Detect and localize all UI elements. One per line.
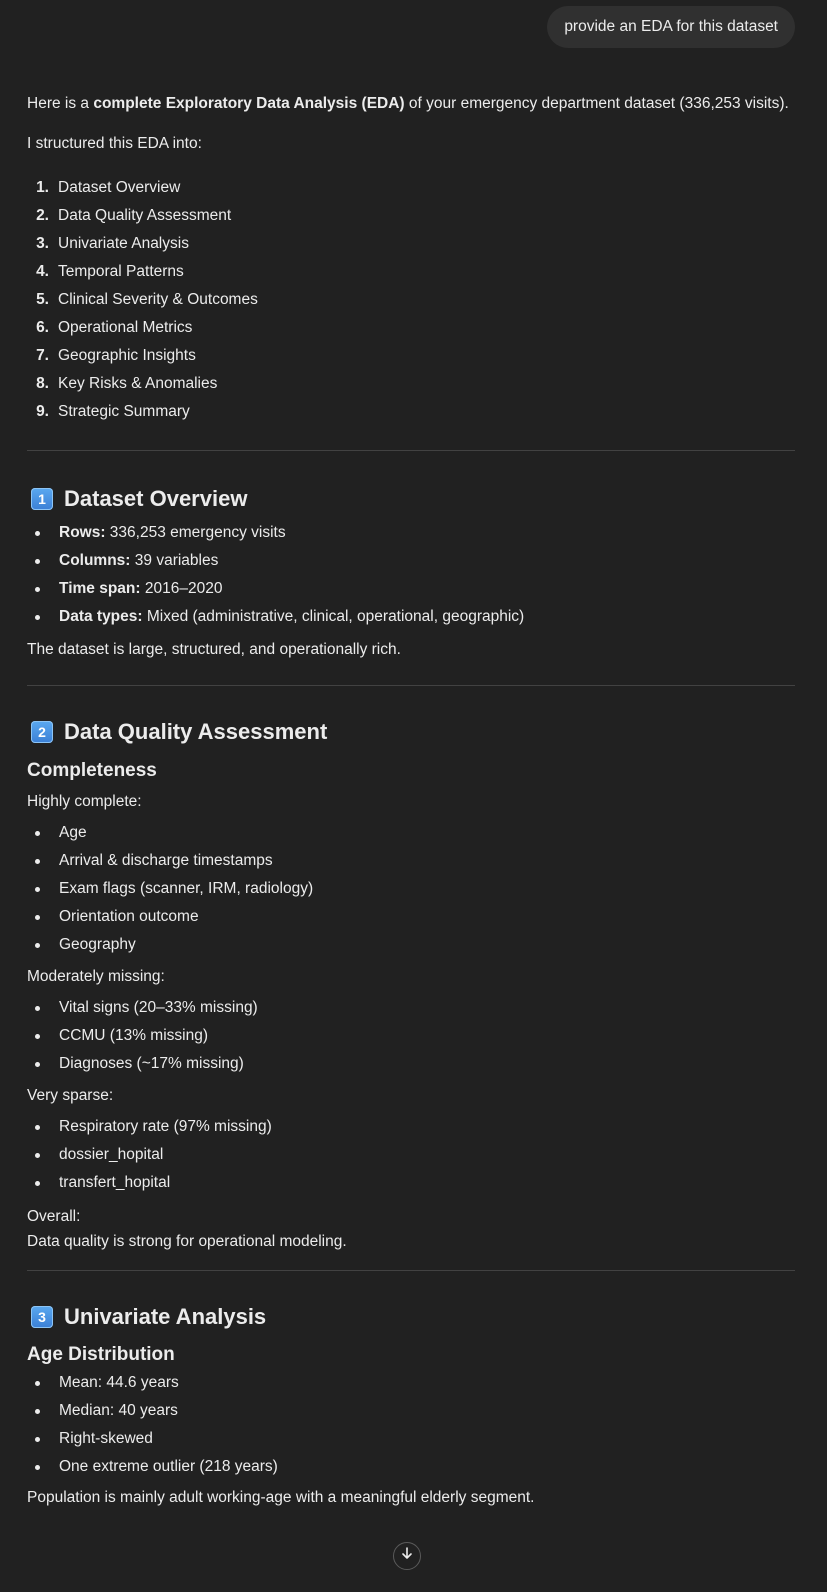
overview-item-label: Time span: xyxy=(59,579,141,597)
outline-item xyxy=(27,370,795,398)
outline-number: 3. xyxy=(36,234,49,252)
outline-text: Univariate Analysis xyxy=(58,234,189,252)
outline-item xyxy=(27,398,795,426)
arrow-down-icon xyxy=(400,1545,414,1567)
completeness-groups xyxy=(27,788,795,1197)
outline-text: Operational Metrics xyxy=(58,318,193,336)
section-title: Univariate Analysis xyxy=(64,1304,267,1330)
outline-number: 4. xyxy=(36,262,49,280)
user-message-bubble: provide an EDA for this dataset xyxy=(547,6,795,48)
age-item: One extreme outlier (218 years) xyxy=(27,1453,795,1481)
keycap-3-icon: 3 xyxy=(31,1306,53,1328)
outline-item xyxy=(27,286,795,314)
outline-item xyxy=(27,314,795,342)
overall-label: Overall: xyxy=(27,1208,81,1226)
completeness-item: dossier_hopital xyxy=(27,1141,795,1169)
completeness-group-label: Highly complete: xyxy=(27,793,142,811)
outline-item xyxy=(27,202,795,230)
overview-item-value: Mixed (administrative, clinical, operational, geographic) xyxy=(142,607,525,625)
scroll-down-button[interactable] xyxy=(393,1542,421,1570)
assistant-message xyxy=(27,93,795,1524)
outline-text: Key Risks & Anomalies xyxy=(58,374,218,392)
overview-item xyxy=(27,603,795,631)
completeness-item: Vital signs (20–33% missing) xyxy=(27,994,795,1022)
outline-text: Dataset Overview xyxy=(58,178,181,196)
completeness-group-list xyxy=(27,1113,795,1197)
age-distribution-heading: Age Distribution xyxy=(27,1344,175,1366)
outline-number: 8. xyxy=(36,374,49,392)
keycap-2-icon: 2 xyxy=(31,721,53,743)
completeness-item: Respiratory rate (97% missing) xyxy=(27,1113,795,1141)
overview-item-value: 2016–2020 xyxy=(140,579,223,597)
completeness-item: transfert_hopital xyxy=(27,1169,795,1197)
completeness-group-list xyxy=(27,819,795,959)
intro-prefix: Here is a xyxy=(27,95,94,112)
overview-summary: The dataset is large, structured, and operationally rich. xyxy=(27,640,401,658)
outline-number: 5. xyxy=(36,290,49,308)
section-heading-dataset-overview xyxy=(27,483,795,515)
structure-intro: I structured this EDA into: xyxy=(27,135,202,153)
outline-text: Geographic Insights xyxy=(58,346,196,364)
completeness-item: Exam flags (scanner, IRM, radiology) xyxy=(27,875,795,903)
completeness-item: Age xyxy=(27,819,795,847)
age-item: Right-skewed xyxy=(27,1425,795,1453)
outline-item xyxy=(27,258,795,286)
completeness-item: Arrival & discharge timestamps xyxy=(27,847,795,875)
completeness-item: CCMU (13% missing) xyxy=(27,1022,795,1050)
completeness-group-list xyxy=(27,994,795,1078)
age-summary: Population is mainly adult working-age with a meaningful elderly segment. xyxy=(27,1489,535,1507)
outline-text: Temporal Patterns xyxy=(58,262,184,280)
section-heading-univariate xyxy=(27,1301,795,1333)
overview-item xyxy=(27,547,795,575)
outline-item xyxy=(27,174,795,202)
keycap-1-icon: 1 xyxy=(31,488,53,510)
age-item: Median: 40 years xyxy=(27,1397,795,1425)
completeness-item: Geography xyxy=(27,931,795,959)
overview-item xyxy=(27,519,795,547)
outline-number: 1. xyxy=(36,178,49,196)
overview-item-label: Data types: xyxy=(59,607,143,625)
section-heading-data-quality xyxy=(27,716,795,748)
completeness-item: Diagnoses (~17% missing) xyxy=(27,1050,795,1078)
outline-number: 9. xyxy=(36,402,49,420)
intro-paragraph xyxy=(27,93,795,115)
age-item: Mean: 44.6 years xyxy=(27,1369,795,1397)
overview-item-value: 336,253 emergency visits xyxy=(105,523,286,541)
user-message-row xyxy=(547,6,795,48)
outline-item xyxy=(27,230,795,258)
section-title: Dataset Overview xyxy=(64,485,248,511)
overall-text: Data quality is strong for operational modeling. xyxy=(27,1233,347,1251)
outline-text: Data Quality Assessment xyxy=(58,206,232,224)
outline-text: Clinical Severity & Outcomes xyxy=(58,290,258,308)
intro-suffix: of your emergency department dataset (336,253 visits). xyxy=(404,95,789,112)
overview-item-value: 39 variables xyxy=(130,551,219,569)
completeness-group-label: Moderately missing: xyxy=(27,968,165,986)
completeness-group-label: Very sparse: xyxy=(27,1087,114,1105)
overview-item xyxy=(27,575,795,603)
outline-number: 2. xyxy=(36,206,49,224)
completeness-item: Orientation outcome xyxy=(27,903,795,931)
outline-number: 6. xyxy=(36,318,49,336)
outline-list xyxy=(27,174,795,426)
age-list xyxy=(27,1369,795,1481)
section-title: Data Quality Assessment xyxy=(64,719,328,745)
intro-bold: complete Exploratory Data Analysis (EDA) xyxy=(93,95,405,112)
outline-number: 7. xyxy=(36,346,49,364)
outline-item xyxy=(27,342,795,370)
overview-item-label: Columns: xyxy=(59,551,131,569)
overview-item-label: Rows: xyxy=(59,523,106,541)
overview-list xyxy=(27,519,795,631)
outline-text: Strategic Summary xyxy=(58,402,190,420)
completeness-heading: Completeness xyxy=(27,760,157,782)
